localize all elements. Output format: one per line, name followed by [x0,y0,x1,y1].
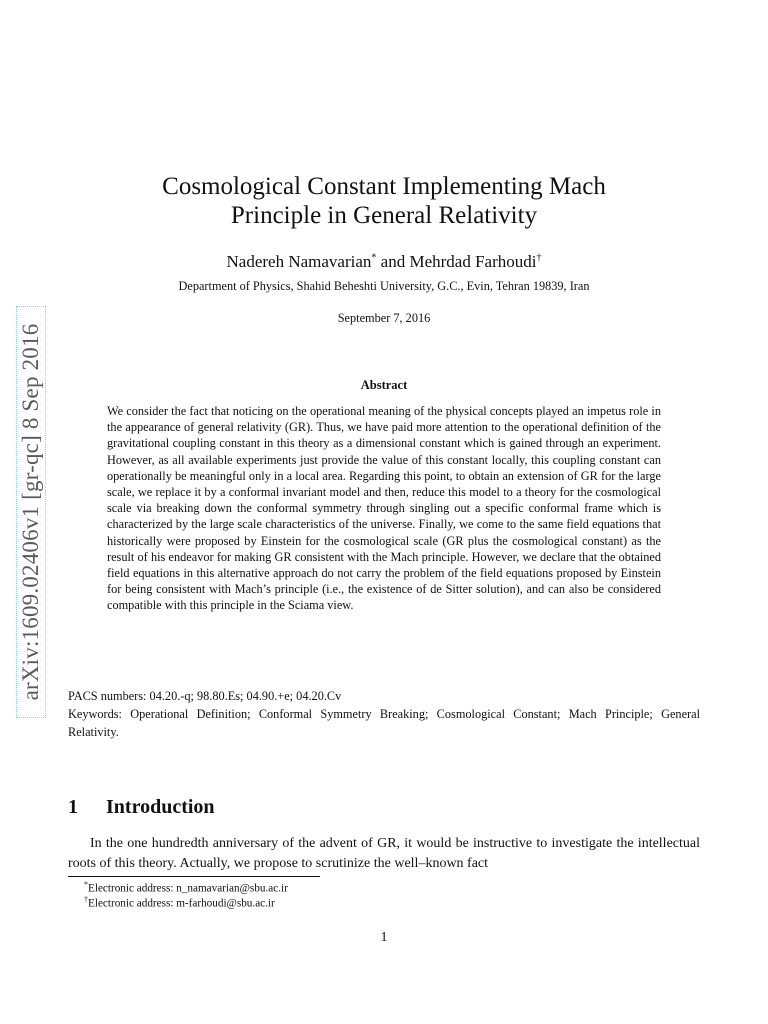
abstract-text: We consider the fact that noticing on the operational meaning of the physical concepts played an impetus role in the appearance of general relativity (GR). Thus, we have paid more attention to the operational definition of the gravitational coupling constant in this theory as a dimensional constant which is gained through an experiment. However, as all available experiments just provide the value of this constant locally, this coupling constant can operationally be meaningful only in a local area. Regarding this point, to obtain an extension of GR for the large scale, we replace it by a conformal invariant model and then, reduce this model to a theory for the cosmological scale via breaking down the conformal symmetry through singling out a specific conformal frame which is characterized by the large scale characteristics of the universe. Finally, we come to the same field equations that historically were proposed by Einstein for the cosmological scale (GR plus the cosmological constant) as the result of his endeavor for making GR consistent with the Mach principle. However, we declare that the obtained field equations in this alternative approach do not carry the problem of the field equations proposed by Einstein for being consistent with Mach’s principle (i.e., the existence of de Sitter solution), and can also be considered compatible with this principle in the Sciama view. [107,404,661,613]
section-heading-introduction [68,796,215,819]
author-1: Nadereh Namavarian [226,252,372,271]
footnote-2 [84,895,275,910]
pacs-numbers: PACS numbers: 04.20.-q; 98.80.Es; 04.90.+e; 04.20.Cv [68,689,342,703]
section-number: 1 [68,796,78,818]
introduction-text: In the one hundredth anniversary of the advent of GR, it would be instructive to investigate the intellectual roots of this theory. Actually, we propose to scrutinize the well–known fact [68,836,700,871]
footnote-2-mark: † [84,895,88,904]
arxiv-stamp[interactable] [16,306,46,718]
date: September 7, 2016 [337,311,431,325]
footnote-1-text: Electronic address: n_namavarian@sbu.ac.ir [88,882,288,895]
author-2-footnote-mark: † [536,252,542,264]
author-1-footnote-mark: * [371,252,377,264]
author-list [84,252,684,272]
abstract-heading: Abstract [360,378,408,392]
section-title: Introduction [106,796,215,818]
author-conjunction: and [376,252,410,271]
arxiv-identifier: arXiv:1609.02406v1 [gr-qc] 8 Sep 2016 [18,323,43,701]
title-line-2: Principle in General Relativity [230,202,538,229]
footnote-1 [84,880,288,895]
paper-title [84,172,684,230]
footnote-divider [68,876,320,877]
page-number: 1 [380,930,388,945]
title-line-1: Cosmological Constant Implementing Mach [162,173,606,200]
author-2: Mehrdad Farhoudi [409,252,537,271]
affiliation: Department of Physics, Shahid Beheshti University, G.C., Evin, Tehran 19839, Iran [178,279,590,293]
keywords: Keywords: Operational Definition; Conformal Symmetry Breaking; Cosmological Constant; Mach Principle; General Relativity. [68,707,700,739]
footnote-2-text: Electronic address: m-farhoudi@sbu.ac.ir [88,897,275,910]
footnote-1-mark: * [84,880,88,889]
